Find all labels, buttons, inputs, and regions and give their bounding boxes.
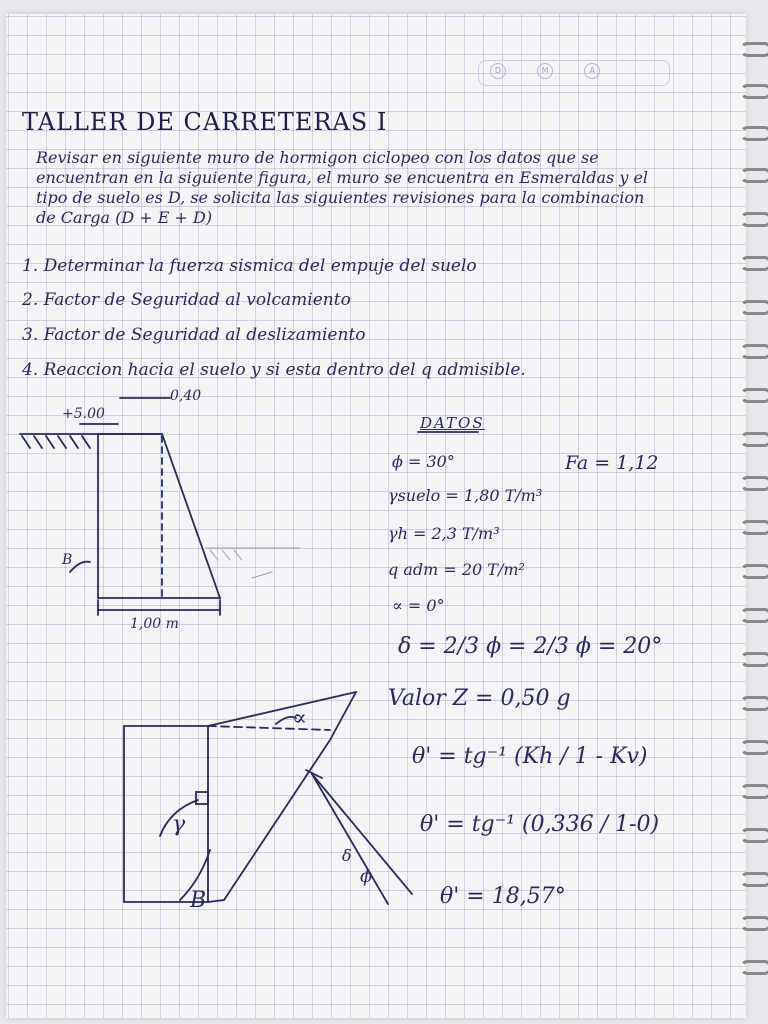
day-mark: D <box>490 63 506 79</box>
beta-label: B <box>62 552 73 568</box>
delta-angle-label: δ <box>342 846 352 865</box>
beta-angle-label: B <box>190 888 207 913</box>
base-width-label: 1,00 m <box>130 616 179 632</box>
task-2: 2. Factor de Seguridad al volcamiento <box>22 290 351 310</box>
alpha-value: ∝ = 0° <box>392 596 445 615</box>
backfill-line <box>208 692 356 726</box>
page-title: TALLER DE CARRETERAS I <box>22 108 388 136</box>
valor-z: Valor Z = 0,50 g <box>388 686 571 711</box>
elevation-label: +5.00 <box>62 406 105 422</box>
alpha-angle-label: ∝ <box>292 706 307 731</box>
wall-outline <box>98 434 220 598</box>
theta-formula: θ' = tg⁻¹ (Kh / 1 - Kv) <box>412 744 648 769</box>
gamma-h-value: γh = 2,3 T/m³ <box>388 524 500 543</box>
theta-substitution: θ' = tg⁻¹ (0,336 / 1-0) <box>420 812 660 837</box>
q-admisible-value: q adm = 20 T/m² <box>388 560 525 579</box>
beta-arrow <box>70 562 90 572</box>
top-width-label: 0,40 <box>170 388 202 404</box>
phi-angle-label: ϕ <box>360 866 373 887</box>
datos-heading: DATOS <box>420 414 485 432</box>
wedge-outline <box>208 692 356 902</box>
wall-section <box>124 726 208 902</box>
gamma-arc <box>160 800 198 836</box>
fa-value: Fa = 1,12 <box>565 452 659 474</box>
task-1: 1. Determinar la fuerza sismica del empuje del suelo <box>22 256 477 276</box>
problem-statement: Revisar en siguiente muro de hormigon ciclopeo con los datos que se encuentran en la siguiente figura, el muro se encuentra en Esmeraldas y el tipo de suelo es D, se solicita las siguientes revisiones para la combinacion de Carga (D + E + D) <box>36 148 649 227</box>
theta-result: θ' = 18,57° <box>440 884 566 909</box>
thrust-block <box>196 792 208 804</box>
year-mark: A <box>584 63 600 79</box>
gamma-angle-label: γ <box>172 812 186 837</box>
gamma-suelo-value: γsuelo = 1,80 T/m³ <box>388 486 543 505</box>
task-4: 4. Reaccion hacia el suelo y si esta dentro del q admisible. <box>22 360 526 380</box>
task-3: 3. Factor de Seguridad al deslizamiento <box>22 325 366 345</box>
delta-value: δ = 2/3 ϕ = 2/3 ϕ = 20° <box>398 634 663 659</box>
phi-value: ϕ = 30° <box>392 452 455 471</box>
thrust-line <box>312 774 412 894</box>
month-mark: M <box>537 63 553 79</box>
